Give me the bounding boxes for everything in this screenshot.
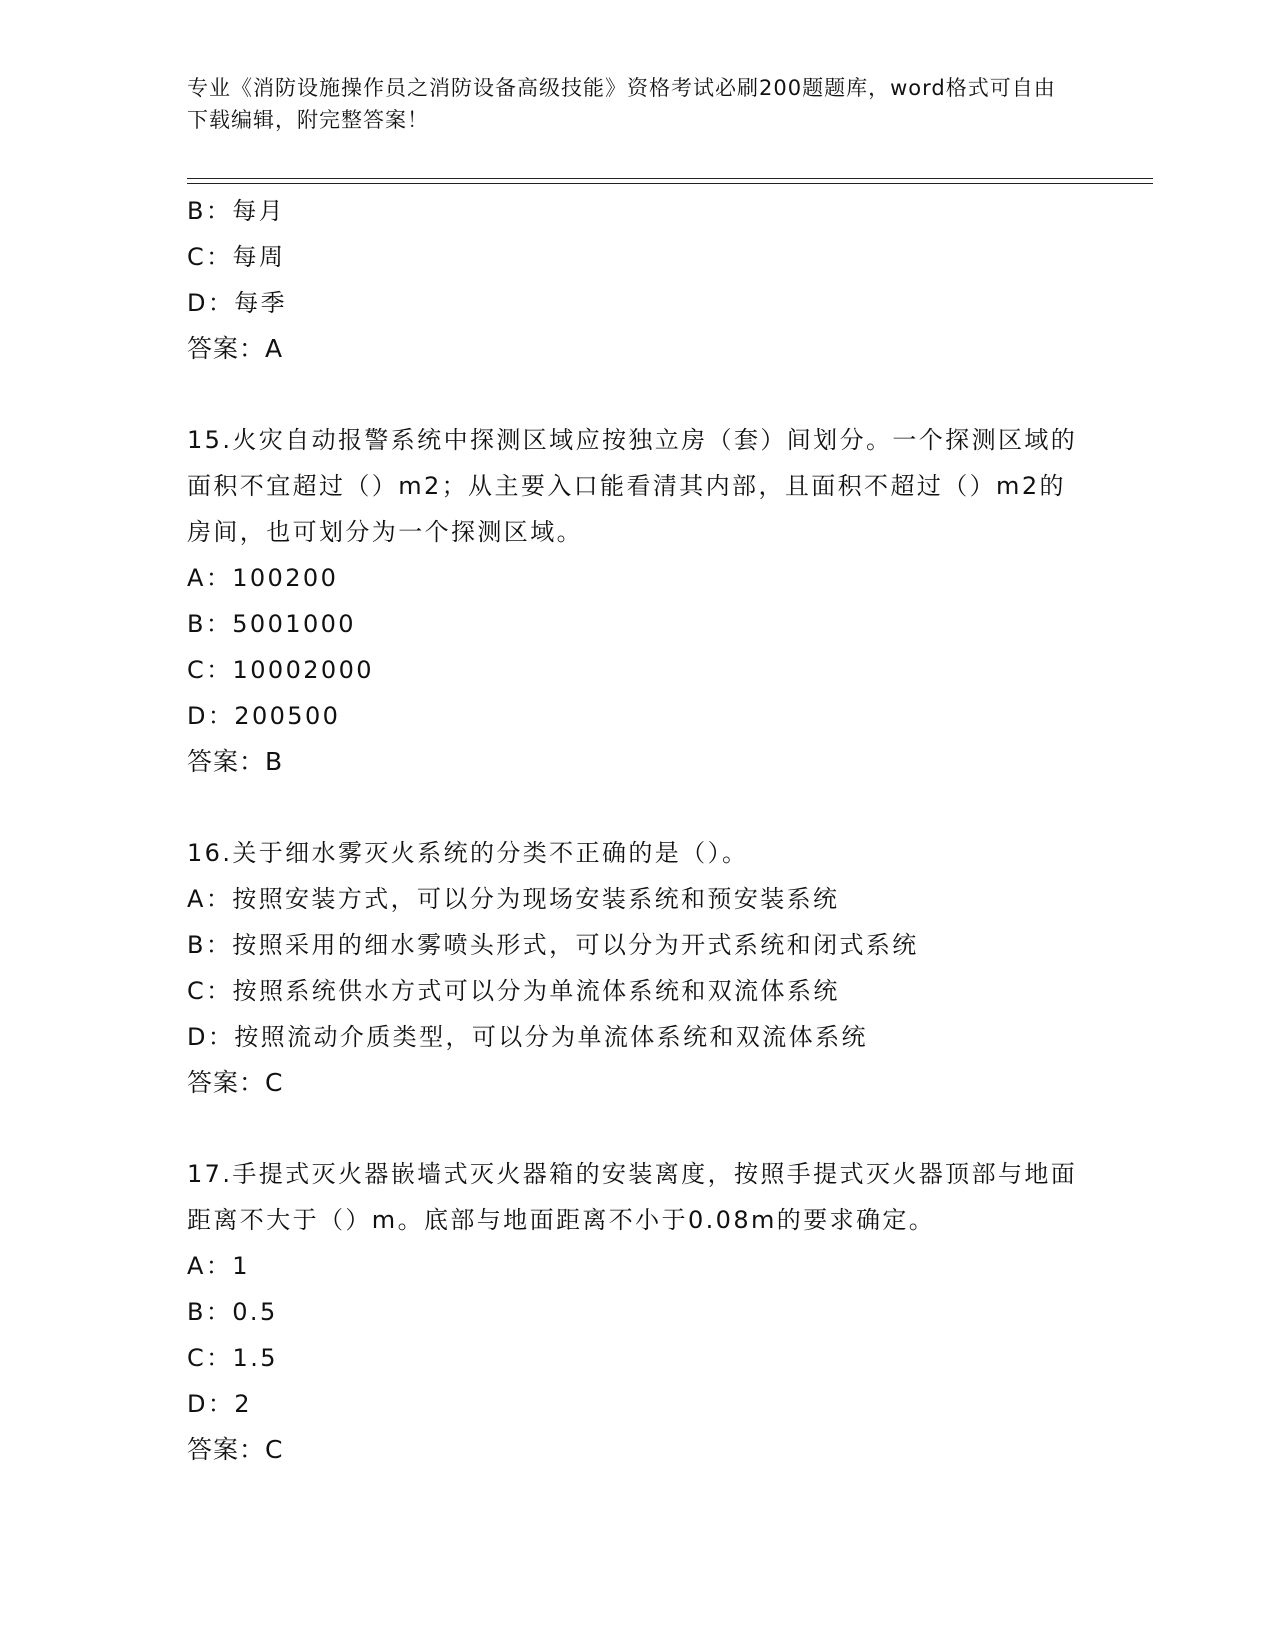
option: B：每月	[187, 197, 286, 225]
partial-question	[187, 188, 1087, 372]
option: A：按照安装方式，可以分为现场安装系统和预安装系统	[187, 885, 840, 913]
option: C：1.5	[187, 1344, 278, 1372]
question-15	[187, 417, 1087, 785]
page-header: 专业《消防设施操作员之消防设备高级技能》资格考试必刷200题题库，word格式可自由下载编辑，附完整答案！	[187, 76, 1056, 132]
option: D：按照流动介质类型，可以分为单流体系统和双流体系统	[187, 1023, 868, 1051]
option: A：1	[187, 1252, 250, 1280]
answer: 答案：C	[187, 1435, 284, 1464]
question-text: 15.火灾自动报警系统中探测区域应按独立房（套）间划分。一个探测区域的面积不宜超过（）m2；从主要入口能看清其内部，且面积不超过（）m2的房间，也可划分为一个探测区域。	[187, 426, 1078, 546]
option: B：按照采用的细水雾喷头形式，可以分为开式系统和闭式系统	[187, 931, 919, 959]
answer: 答案：C	[187, 1068, 284, 1097]
option: B：0.5	[187, 1298, 278, 1326]
answer: 答案：B	[187, 747, 284, 776]
option: B：5001000	[187, 610, 356, 638]
question-text: 16.关于细水雾灭火系统的分类不正确的是（）。	[187, 839, 749, 867]
option: C：每周	[187, 243, 286, 271]
option: D：每季	[187, 289, 288, 317]
option: C：按照系统供水方式可以分为单流体系统和双流体系统	[187, 977, 840, 1005]
header-rule-bottom	[187, 183, 1153, 184]
option: A：100200	[187, 564, 339, 592]
option: C：10002000	[187, 656, 374, 684]
question-17	[187, 1151, 1087, 1473]
option: D：2	[187, 1390, 252, 1418]
answer: 答案：A	[187, 334, 284, 363]
header-rule-top	[187, 178, 1153, 179]
question-text: 17.手提式灭火器嵌墙式灭火器箱的安装离度，按照手提式灭火器顶部与地面距离不大于（）m。底部与地面距离不小于0.08m的要求确定。	[187, 1160, 1078, 1234]
question-16	[187, 830, 1087, 1106]
question-list	[187, 188, 1087, 1473]
option: D：200500	[187, 702, 341, 730]
